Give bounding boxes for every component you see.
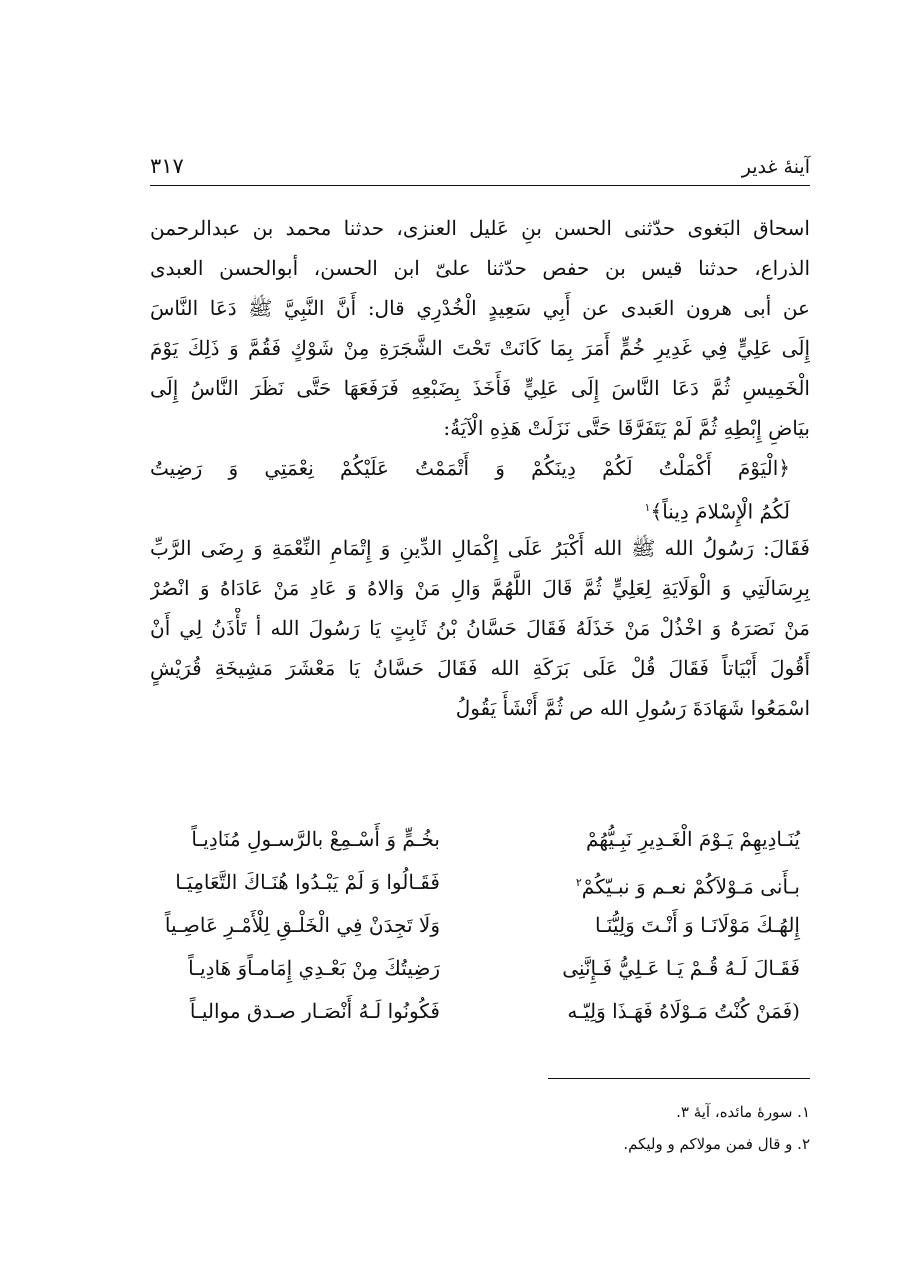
- poem-verse: [150, 861, 810, 904]
- poem-hemistich-first: إِلهُـكَ مَوْلَانَـا وَ أَنْـتَ وَلِيُّنَـا: [594, 913, 800, 937]
- poem-hemistich-first: [480, 861, 810, 904]
- hemistich-text: بـأَنى مَـوْلاَكُمْ نعـم وَ نبـيّكُمْ: [581, 874, 800, 899]
- page-number: ۳۱۷: [150, 154, 184, 178]
- poem-hemistich-second: فَكُونُوا لَـهُ أَنْصَـار صـدق مواليـاً: [189, 999, 440, 1023]
- paragraph-hadith-chain: [150, 208, 810, 448]
- verse-line: ﴿الْيَوْمَ أَكْمَلْتُ لَكُمْ دِينَكُمْ وَ أَتْمَمْتُ عَلَيْكُمْ نِعْمَتِي وَ رَضِيتُ: [150, 456, 790, 480]
- poem-hemistich-second: بخُـمٍّ وَ أَسْـمِعْ بالرَّسـولِ مُنَادِيـاً: [191, 827, 440, 851]
- footnotes: [150, 1096, 810, 1160]
- text-line: فَقَالَ: رَسُولُ الله ﷺ الله أَكْبَرُ عَلَى إِكْمَالِ الدِّينِ وَ إِتْمَامِ النِّعْمَةِ وَ رِضَى الرَّبِّ: [150, 536, 810, 560]
- footnote-separator: [548, 1078, 810, 1079]
- footnote-1: ۱. سورهٔ مائده، آيهٔ ۳.: [676, 1103, 810, 1121]
- poem-hemistich-second: وَلَا تَجِدَنْ فِي الْخَلْـقِ لِلْأَمْـرِ عَاصِـياً: [164, 913, 440, 937]
- poem-hemistich-first: (فَمَنْ كُنْتُ مَـوْلَاهُ فَهَـذَا وَلِيّـه: [567, 999, 800, 1023]
- poem-hemistich-first: يُنَـادِيهِمْ يَـوْمَ الْغَـدِيرِ نَبِـيُّهُمْ: [585, 827, 800, 851]
- header-rule: [150, 185, 810, 186]
- poem-hemistich-first: فَقَـالَ لَـهُ قُـمْ يَـا عَـلِيُّ فَـإِنَّنِى: [562, 956, 800, 980]
- poem-verse: [150, 818, 810, 861]
- page-header: [150, 148, 810, 178]
- running-title: آينهٔ غدير: [741, 156, 810, 178]
- text-line: اسحاق البَغوى حدّثنى الحسن بنِ عَليل العنزى، حدثنا محمد بن عبدالرحمن: [150, 216, 810, 240]
- paragraph-hadith-text: [150, 528, 810, 728]
- poem-verse: [150, 947, 810, 990]
- text-line: بيَاضِ إِبْطِهِ ثُمَّ لَمْ يَتَفَرَّقَا حَتَّى نَزَلَتْ هَذِهِ الْآيَةُ:: [443, 416, 810, 440]
- footnote-ref[interactable]: ۱: [644, 501, 651, 514]
- text-line: اسْمَعُوا شَهَادَةَ رَسُولِ الله ص ثُمَّ أَنْشَأَ يَقُولُ: [455, 696, 810, 720]
- text-line: الذراع، حدثنا قيس بن حفص حدّثنا علىّ ابن الحسن، أبوالحسن العبدى: [150, 256, 810, 280]
- footnote-2: ۲. و قال فمن مولاكم و وليكم.: [623, 1135, 810, 1153]
- text-line: الْخَمِيسِ ثُمَّ دَعَا النَّاسَ إِلَى عَلِيٍّ فَأَخَذَ بِضَبْعِهِ فَرَفَعَهَا حَتَّى نَظَرَ النَّاسُ إِلَى: [150, 376, 810, 400]
- text-line: عن أبى هرون العَبدى عن أَبِي سَعِيدٍ الْخُدْرِي قال: أَنَّ النَّبِيَّ ﷺ دَعَا النَّاسَ: [150, 296, 810, 320]
- verse-line: [150, 488, 810, 528]
- verse-text: لَكُمُ الْإِسْلامَ دِيناً﴾: [650, 499, 790, 524]
- poem-hemistich-second: فَقَـالُوا وَ لَمْ يَبْـدُوا هُنَـاكَ التَّعَامِيَـا: [175, 870, 440, 894]
- text-line: إِلَى عَلِيٍّ فِي غَدِيرِ خُمٍّ أَمَرَ بِمَا كَانَتْ تَحْتَ الشَّجَرَةِ مِنْ شَوْكٍ فَقُمَّ وَ ذَلِكَ يَوْمَ: [150, 336, 810, 360]
- main-text: [150, 208, 810, 728]
- footnote-ref[interactable]: ۲: [575, 876, 582, 889]
- text-line: بِرِسَالَتِي وَ الْوَلَايَةِ لِعَلِيٍّ ثُمَّ قَالَ اللَّهُمَّ وَالِ مَنْ وَالاهُ وَ عَادِ مَنْ عَادَاهُ وَ انْصُرْ: [150, 576, 810, 600]
- poem-hemistich-second: رَضِيتُكَ مِنْ بَعْـدِي إِمَامـاًوَ هَادِيـاً: [188, 956, 440, 980]
- poem: [150, 818, 810, 1033]
- poem-verse: [150, 990, 810, 1033]
- quran-verse: [150, 448, 810, 528]
- poem-verse: [150, 904, 810, 947]
- text-line: مَنْ نَصَرَهُ وَ اخْذُلْ مَنْ خَذَلَهُ فَقَالَ حَسَّانُ بْنُ ثَابِتٍ يَا رَسُولَ الله أ تَأْذَنُ لِي أَنْ: [150, 616, 810, 640]
- text-line: أَقُولَ أَبْيَاتاً فَقَالَ قُلْ عَلَى بَرَكَةِ الله فَقَالَ حَسَّانُ يَا مَعْشَرَ مَشِيخَةِ قُرَيْشٍ: [150, 656, 810, 680]
